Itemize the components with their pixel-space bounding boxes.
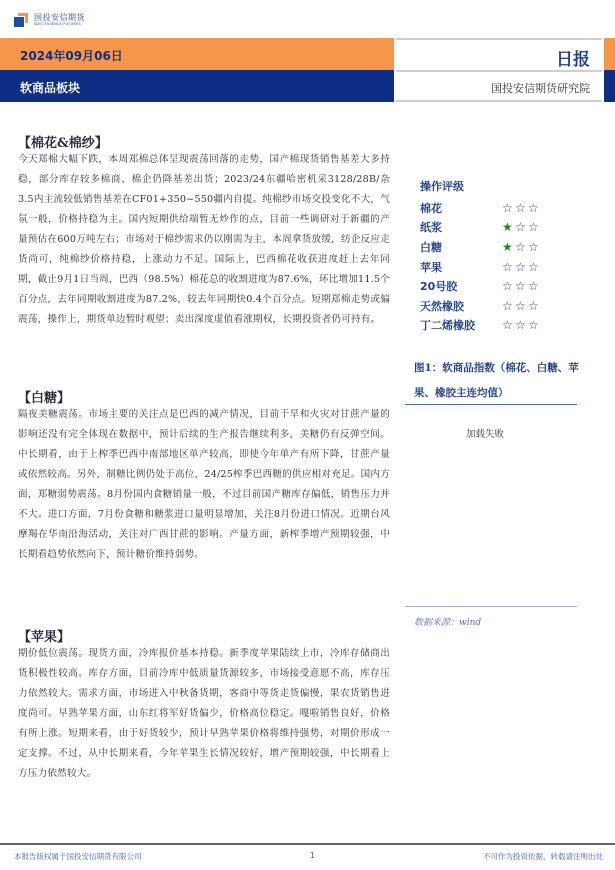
star-rating-icon: ★ ☆ ☆ — [502, 220, 539, 235]
logo-name-en: SDIC ESSENCE FUTURES — [34, 21, 81, 26]
section-body-apple: 期价低位震荡。现货方面，冷库报价基本持稳。新季度苹果陆续上市，冷库存储商出货积极性较高。库存方面，目前冷库中低质量货源较多，市场接受意愿不高，库存压力依然较大。需求方面，市场进入中秋备货期，客商中等货走货偏慢，果农货销售进度尚可。早熟苹果方面，山东红将军好货偏少，价格高位稳定。嘎啦销售良好，价格有所上涨。短期来看，由于好货较少，预计早熟苹果价格将维持强势，对期价形成一定支撑。不过，从中长期来看，今年苹果生长情况较好，增产预期较强，中长期看上方压力依然较大。 — [18, 648, 390, 779]
divider — [405, 404, 577, 405]
star-rating-icon: ☆ ☆ ☆ — [502, 279, 539, 294]
figure-source: 数据来源：wind — [414, 618, 482, 628]
section-title-sugar: 【白糖】 — [18, 391, 71, 406]
logo-mark-icon — [14, 13, 28, 27]
operation-rating-panel — [420, 178, 580, 335]
figure-caption: 图1：软商品指数（棉花、白糖、苹果、橡胶主连均值） — [414, 362, 579, 399]
rating-row-sugar: 白糖 ★ ☆ ☆ — [420, 237, 580, 257]
rating-row-pulp: 纸浆 ★ ☆ ☆ — [420, 218, 580, 238]
rating-row-br-rubber: 丁二烯橡胶 ☆ ☆ ☆ — [420, 316, 580, 336]
report-title-box — [394, 38, 604, 102]
rating-row-cotton: 棉花 ☆ ☆ ☆ — [420, 198, 580, 218]
divider — [405, 606, 577, 607]
star-rating-icon: ☆ ☆ ☆ — [502, 200, 539, 215]
divider — [396, 38, 602, 40]
section-title-apple: 【苹果】 — [18, 630, 71, 645]
report-type: 日报 — [556, 50, 590, 70]
star-rating-icon: ☆ ☆ ☆ — [502, 298, 539, 313]
star-rating-icon: ☆ ☆ ☆ — [502, 318, 539, 333]
divider — [396, 70, 602, 72]
section-title-cotton: 【棉花&棉纱】 — [18, 136, 108, 151]
report-date: 2024年09月06日 — [20, 49, 123, 63]
rating-row-tsr20: 20号胶 ☆ ☆ ☆ — [420, 276, 580, 296]
section-body-sugar: 隔夜美糖震荡。市场主要的关注点是巴西的减产情况，目前干旱和火灾对甘蔗产量的影响还没有完全体现在数据中，预计后续的生产报告继续利多，美糖仍有反弹空间。中长期看，由于上榨季巴西中南部地区单产较高，即使今年单产有所下降，甘蔗产量或依然较高。另外，制糖比例仍处于高位，24/25榨季巴西糖的供应相对充足。国内方面，郑糖弱势震荡。8月份国内食糖销量一般，不过目前国产糖库存偏低，销售压力并不大。进口方面，7月份食糖和糖浆进口量明显增加，关注8月份进口情况。近期台风摩羯在华南沿海活动，关注对广西甘蔗的影响。产量方面，新榨季增产预期较强，中长期看趋势依然向下，预计糖价维持弱势。 — [18, 409, 390, 560]
institute-name: 国投安信期货研究院 — [491, 82, 590, 95]
star-rating-icon: ★ ☆ ☆ — [502, 239, 539, 254]
divider — [396, 100, 602, 102]
figure-load-failed-text: 加载失败 — [466, 429, 505, 440]
company-logo — [14, 11, 85, 29]
rating-row-natural-rubber: 天然橡胶 ☆ ☆ ☆ — [420, 296, 580, 316]
footer-copyright: 本报告版权属于国投安信期货有限公司 — [14, 852, 142, 861]
report-sector: 软商品板块 — [20, 81, 81, 95]
rating-row-apple: 苹果 ☆ ☆ ☆ — [420, 257, 580, 277]
page-number: 1 — [310, 851, 315, 860]
star-rating-icon: ☆ ☆ ☆ — [502, 259, 539, 274]
logo-name-cn: 国投安信期货 — [34, 12, 85, 22]
rating-title: 操作评级 — [420, 180, 464, 193]
section-body-cotton: 今天郑棉大幅下跌，本周郑棉总体呈现震荡回落的走势，国产棉现货销售基差大多持稳，部分库存较多棉商、棉企仍降基差出货；2023/24东疆哈密机采3128/28B/杂3.5内主流较低销售基差在CF01+350~550疆内自提。纯棉纱市场交投变化不大，气氛一般，价格持稳为主。国内短期供给端暂无炒作的点，目前一些调研对于新疆的产量预估在600万吨左右；市场对于棉纱需求仍以刚需为主，本周拿货放缓，纺企反应走货尚可，纯棉纱价格持稳，上涨动力不足。国际上，巴西棉花收获进度赶上去年同期，截止9月1日当周，巴西（98.5%）棉花总的收割进度为87.6%，环比增加11.5个百分点，去年同期收割进度为87.2%，较去年同期快0.4个百分点。短期郑棉走势或偏震荡，操作上，期货单边暂时观望；卖出深度虚值看涨期权，长期投资者仍可持有。 — [18, 154, 390, 325]
footer-disclaimer: 不可作为投资依据，转载请注明出处 — [483, 852, 603, 861]
footer-divider — [0, 843, 615, 845]
